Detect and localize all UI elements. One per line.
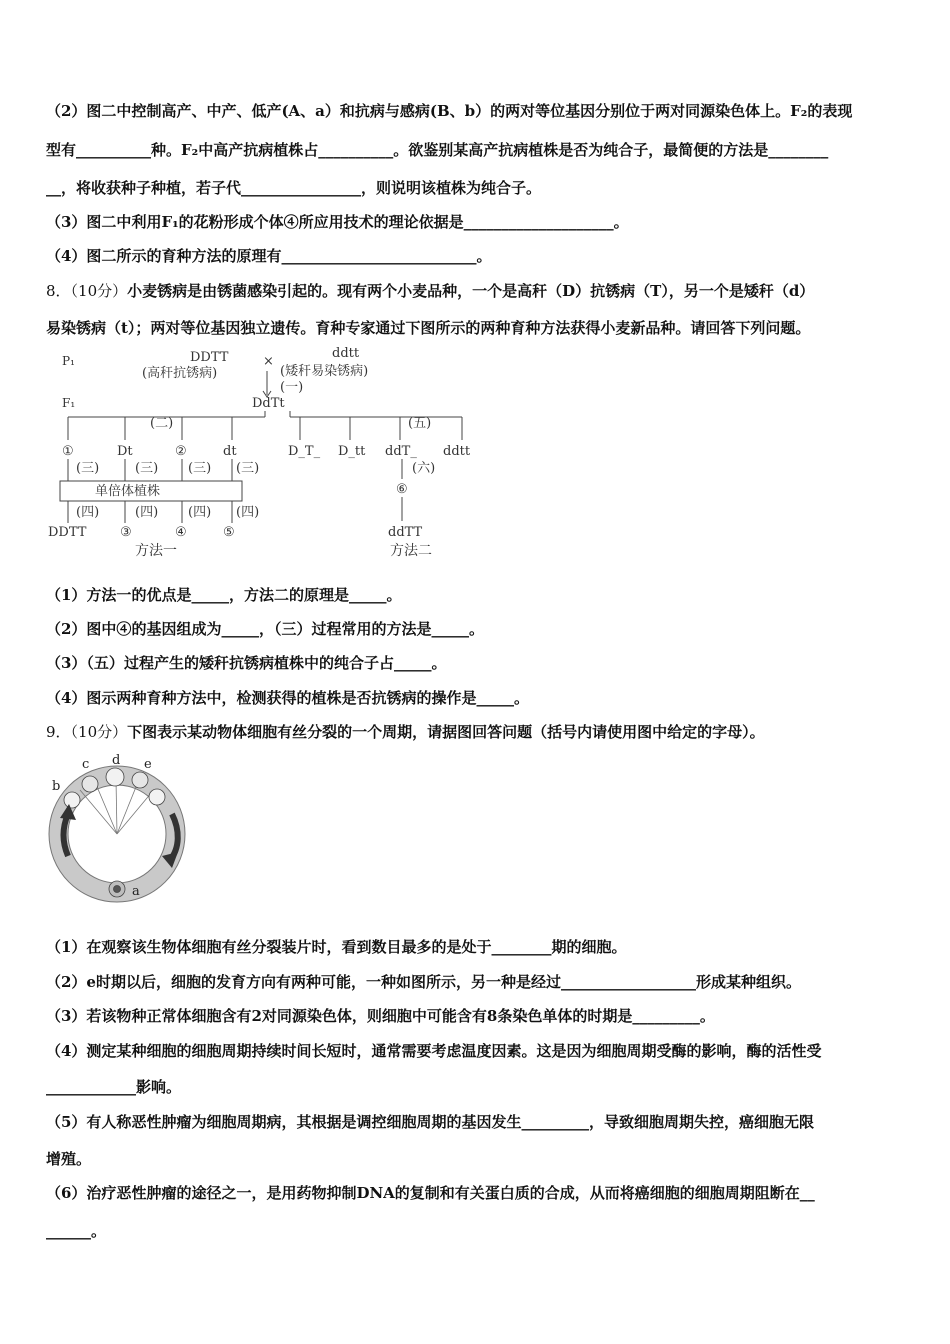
q8-part2: （2）图中④的基因组成为_____，（三）过程常用的方法是_____。: [46, 620, 484, 638]
step6-label: (六): [412, 461, 436, 476]
step4-label-2: (四): [135, 505, 159, 520]
f1-genotype: DdTt: [252, 396, 285, 411]
method1-result-3: ③: [120, 525, 132, 540]
phase-d-label: d: [112, 753, 121, 768]
method1-label: 方法一: [135, 543, 177, 559]
gamete-1: ①: [62, 444, 74, 459]
step5-label: (五): [408, 416, 432, 431]
haploid-label: 单倍体植株: [95, 484, 161, 499]
q7-part2-line3: __，将收获种子种植，若子代________________，则说明该植株为纯合子。: [46, 179, 542, 197]
q8-part4: （4）图示两种育种方法中，检测获得的植株是否抗锈病的操作是_____。: [46, 689, 529, 707]
p1-label: P₁: [62, 354, 75, 368]
step1-label: (一): [280, 380, 304, 395]
phase-a-label: a: [132, 884, 140, 899]
step3-label-2: (三): [135, 461, 159, 476]
q9-stem-text: 下图表示某动物体细胞有丝分裂的一个周期，请据图回答问题（括号内请使用图中给定的字母）。: [127, 723, 765, 741]
method2-ddT_: ddT_: [385, 444, 417, 459]
q9-part2: （2）e时期以后，细胞的发育方向有两种可能，一种如图所示，另一种是经过__________________形成某种组织。: [46, 973, 801, 991]
parent2-phenotype: (矮秆易染锈病): [280, 364, 369, 379]
cell-cycle-diagram: [40, 752, 200, 912]
q9-part5-line2: 增殖。: [46, 1150, 92, 1168]
phase-b-label: b: [52, 779, 61, 794]
q9-number: 9．（10分）: [46, 723, 128, 741]
method2-D_tt: D_tt: [338, 444, 366, 459]
phase-c-label: c: [82, 757, 90, 772]
q9-part6-line1: （6）治疗恶性肿瘤的途径之一，是用药物抑制DNA的复制和有关蛋白质的合成，从而将癌细胞的细胞周期阻断在__: [46, 1184, 815, 1202]
parent1-genotype: DDTT: [190, 350, 229, 365]
q9-part4-line1: （4）测定某种细胞的细胞周期持续时间长短时，通常需要考虑温度因素。这是因为细胞周期受酶的影响，酶的活性受: [46, 1042, 822, 1060]
gamete-dt: dt: [223, 444, 237, 459]
q8-stem-line2: 易染锈病（t）；两对等位基因独立遗传。育种专家通过下图所示的两种育种方法获得小麦新品种。请回答下列问题。: [46, 319, 811, 337]
step4-label-4: (四): [236, 505, 260, 520]
method2-label: 方法二: [390, 543, 432, 559]
breeding-diagram: [40, 345, 490, 565]
q9-part4-line2: ____________影响。: [46, 1078, 182, 1096]
q8-part1: （1）方法一的优点是_____，方法二的原理是_____。: [46, 586, 402, 604]
q8-stem-line1: [46, 280, 916, 302]
q9-part1: （1）在观察该生物体细胞有丝分裂装片时，看到数目最多的是处于________期的细胞。: [46, 938, 627, 956]
q7-part2-line2: 型有__________种。F₂中高产抗病植株占__________。欲鉴别某高产抗病植株是否为纯合子，最简便的方法是________: [46, 141, 829, 159]
parent1-phenotype: (高秆抗锈病): [142, 366, 218, 381]
method1-result-DDTT: DDTT: [48, 525, 87, 540]
q9-part5-line1: （5）有人称恶性肿瘤为细胞周期病，其根据是调控细胞周期的基因发生_________，导致细胞周期失控，癌细胞无限: [46, 1113, 814, 1131]
method1-result-4: ④: [175, 525, 187, 540]
method2-result-ddTT: ddTT: [388, 525, 423, 540]
q9-stem: [46, 721, 916, 743]
step2-label: (二): [150, 416, 174, 431]
method2-D_T_: D_T_: [288, 444, 321, 459]
step4-label-3: (四): [188, 505, 212, 520]
q9-part3: （3）若该物种正常体细胞含有2对同源染色体，则细胞中可能含有8条染色单体的时期是_________。: [46, 1007, 715, 1025]
gamete-2: ②: [175, 444, 187, 459]
method2-ddtt: ddtt: [443, 444, 471, 459]
parent2-genotype: ddtt: [332, 346, 360, 361]
q7-part2-line1: （2）图二中控制高产、中产、低产(A、a）和抗病与感病(B、b）的两对等位基因分别位于两对同源染色体上。F₂的表现: [46, 102, 853, 120]
step3-label-4: (三): [236, 461, 260, 476]
q8-part3: （3）（五）过程产生的矮秆抗锈病植株中的纯合子占_____。: [46, 654, 447, 672]
q7-part3: （3）图二中利用F₁的花粉形成个体④所应用技术的理论依据是____________________。: [46, 213, 629, 231]
item-6: ⑥: [396, 482, 408, 497]
q7-part4: （4）图二所示的育种方法的原理有__________________________。: [46, 247, 492, 265]
f1-label: F₁: [62, 396, 76, 410]
step3-label-3: (三): [188, 461, 212, 476]
step4-label-1: (四): [76, 505, 100, 520]
q8-number: 8．（10分）: [46, 282, 128, 300]
step3-label-1: (三): [76, 461, 100, 476]
phase-e-label: e: [144, 757, 152, 772]
q8-stem-text: 小麦锈病是由锈菌感染引起的。现有两个小麦品种，一个是高秆（D）抗锈病（T），另一个是矮秆（d）: [127, 282, 815, 300]
cross-symbol: ×: [263, 354, 274, 369]
gamete-Dt: Dt: [117, 444, 133, 459]
method1-result-5: ⑤: [223, 525, 235, 540]
q9-part6-line2: ______。: [46, 1222, 107, 1240]
